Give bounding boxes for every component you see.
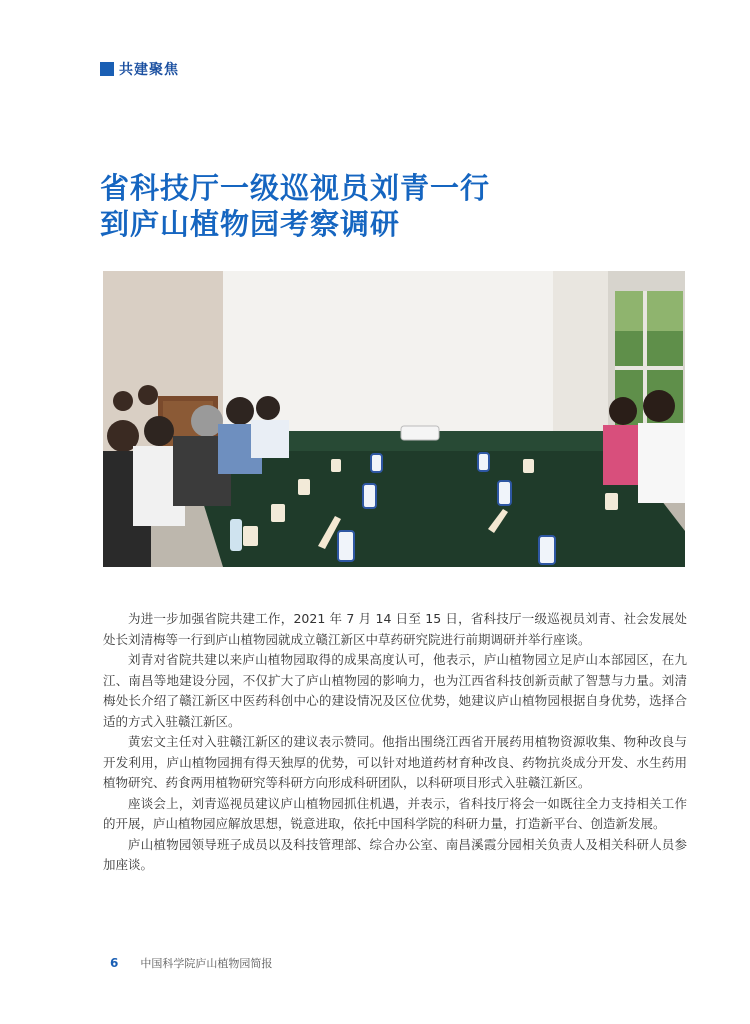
article-title-line-1: 省科技厅一级巡视员刘青一行 [100,171,491,205]
publication-name: 中国科学院庐山植物园简报 [140,957,273,970]
page-footer [110,955,272,971]
article-title [100,170,660,242]
article-paragraph: 座谈会上，刘青巡视员建议庐山植物园抓住机遇，并表示，省科技厅将会一如既往全力支持相关工作的开展，庐山植物园应解放思想，锐意进取，依托中国科学院的科研力量，打造新平台、创造新发展。 [103,795,687,831]
section-marker [100,62,114,76]
article-paragraph: 黄宏文主任对入驻赣江新区的建议表示赞同。他指出围绕江西省开展药用植物资源收集、物种改良与开发利用，庐山植物园拥有得天独厚的优势，可以针对地道药材育种改良、药物抗炎成分开发、水生药用植物研究、药食两用植物研究等科研方向形成科研团队，以科研项目形式入驻赣江新区。 [103,734,687,790]
article-paragraph: 刘青对省院共建以来庐山植物园取得的成果高度认可，他表示，庐山植物园立足庐山本部园区，在九江、南昌等地建设分园，不仅扩大了庐山植物园的影响力，也为江西省科技创新贡献了智慧与力量。刘清梅处长介绍了赣江新区中医药科创中心的建设情况及区位优势，她建议庐山植物园根据自身优势，选择合适的方式入驻赣江新区。 [103,652,687,729]
article-paragraph: 为进一步加强省院共建工作，2021 年 7 月 14 日至 15 日，省科技厅一级巡视员刘青、社会发展处处长刘清梅等一行到庐山植物园就成立赣江新区中草药研究院进行前期调研并举行座谈。 [103,611,687,647]
article-title-line-2: 到庐山植物园考察调研 [100,207,401,241]
meeting-photo [103,271,685,567]
article-paragraph: 庐山植物园领导班子成员以及科技管理部、综合办公室、南昌溪霞分园相关负责人及相关科研人员参加座谈。 [103,836,687,872]
meeting-photo-illustration [103,271,685,567]
page-number: 6 [110,956,119,970]
section-tag-label: 共建聚焦 [119,62,179,78]
section-tag [100,60,179,78]
article-body [103,609,687,876]
